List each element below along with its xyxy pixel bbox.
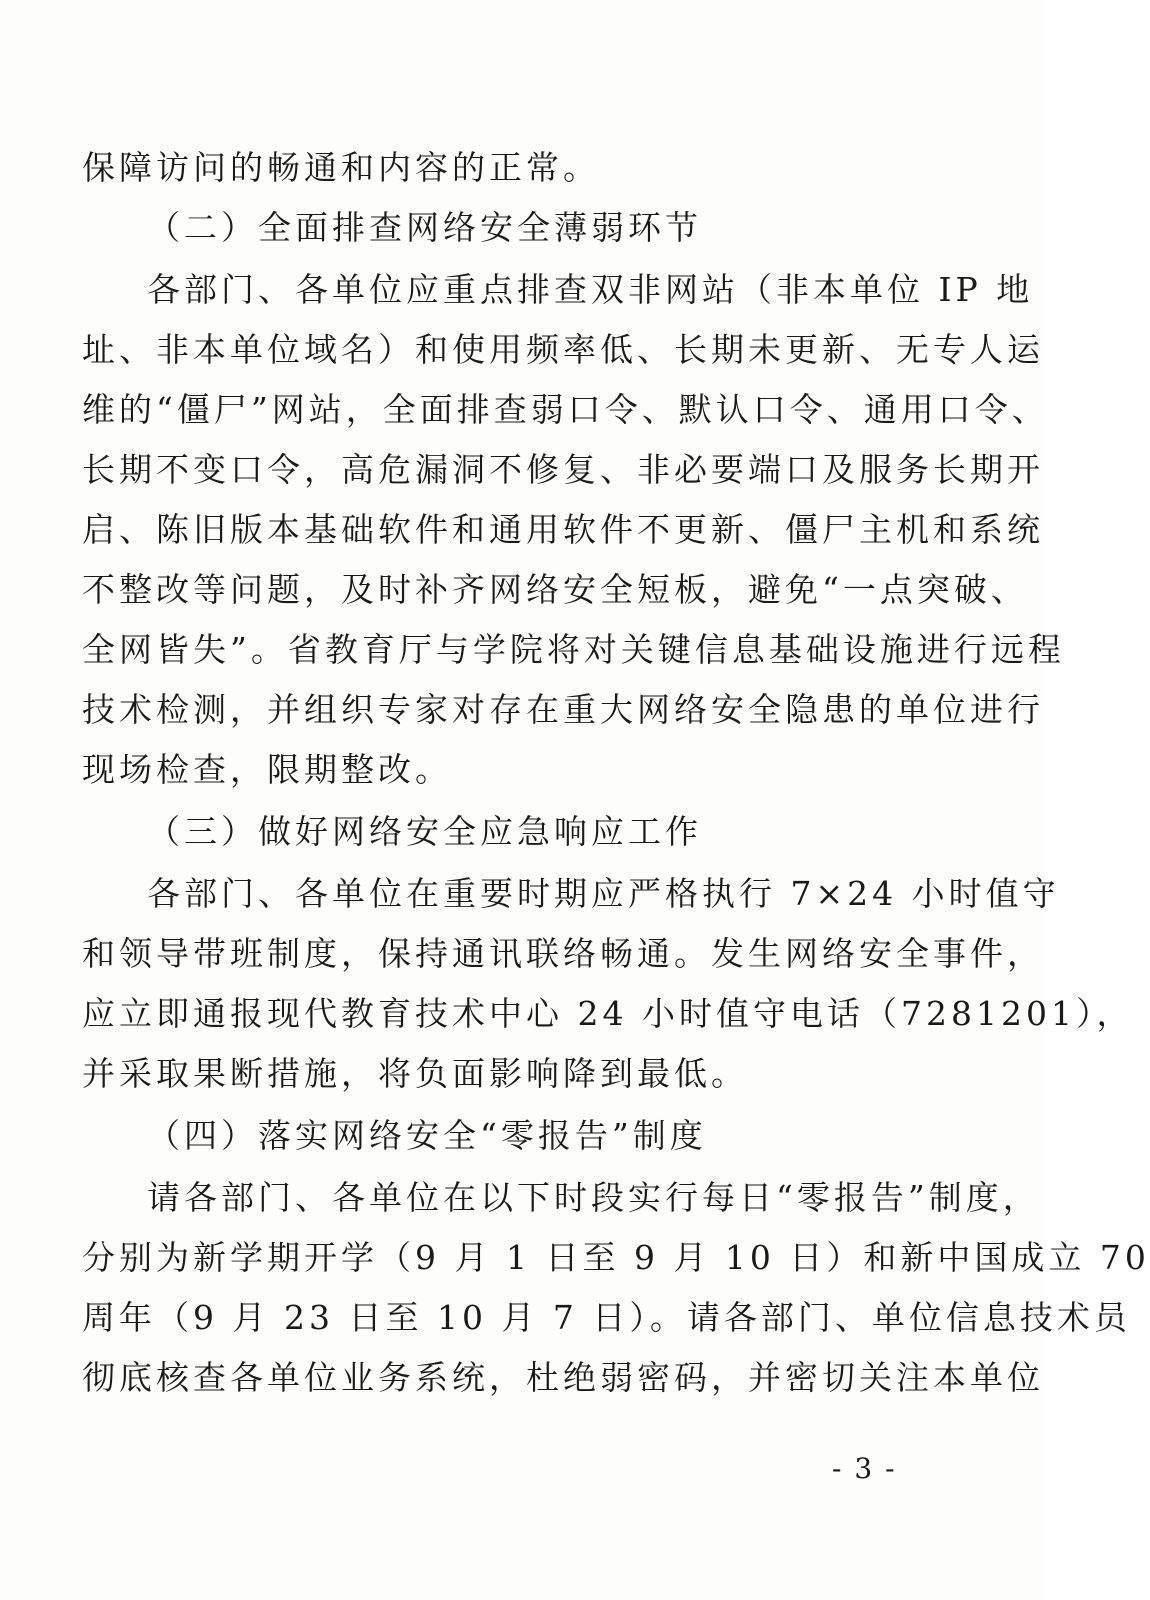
paragraph-line: 现场检查，限期整改。 [82,750,452,789]
paragraph-line: 全网皆失”。省教育厅与学院将对关键信息基础设施进行远程 [82,630,1065,669]
paragraph-line: 彻底核查各单位业务系统，杜绝弱密码，并密切关注本单位 [82,1358,1044,1397]
paragraph-line: 和领导带班制度，保持通讯联络畅通。发生网络安全事件， [82,934,1044,973]
paragraph-line: 址、非本单位域名）和使用频率低、长期未更新、无专人运 [82,330,1044,369]
paragraph-line: 周年（9 月 23 日至 10 月 7 日）。请各部门、单位信息技术员 [82,1298,1131,1337]
paragraph-line: 保障访问的畅通和内容的正常。 [82,148,600,187]
section-heading-3: （三）做好网络安全应急响应工作 [147,812,702,851]
paragraph-line: 技术检测，并组织专家对存在重大网络安全隐患的单位进行 [82,690,1044,729]
paragraph-line: 各部门、各单位在重要时期应严格执行 7×24 小时值守 [147,874,1060,913]
paragraph-line: 长期不变口令，高危漏洞不修复、非必要端口及服务长期开 [82,450,1044,489]
paragraph-line: 分别为新学期开学（9 月 1 日至 9 月 10 日）和新中国成立 70 [82,1238,1150,1277]
paragraph-line: 请各部门、各单位在以下时段实行每日“零报告”制度， [147,1178,1040,1217]
paragraph-line: 各部门、各单位应重点排查双非网站（非本单位 IP 地 [147,270,1034,309]
paragraph-line: 应立即通报现代教育技术中心 24 小时值守电话（7281201）， [82,994,1134,1033]
section-heading-4: （四）落实网络安全“零报告”制度 [147,1116,707,1155]
section-heading-2: （二）全面排查网络安全薄弱环节 [147,208,702,247]
paragraph-line: 不整改等问题，及时补齐网络安全短板，避免“一点突破、 [82,570,1028,609]
page-number: - 3 - [832,1452,897,1485]
paragraph-line: 启、陈旧版本基础软件和通用软件不更新、僵尸主机和系统 [82,510,1044,549]
paragraph-line: 维的“僵尸”网站，全面排查弱口令、默认口令、通用口令、 [82,390,1049,429]
paragraph-line: 并采取果断措施，将负面影响降到最低。 [82,1054,748,1093]
